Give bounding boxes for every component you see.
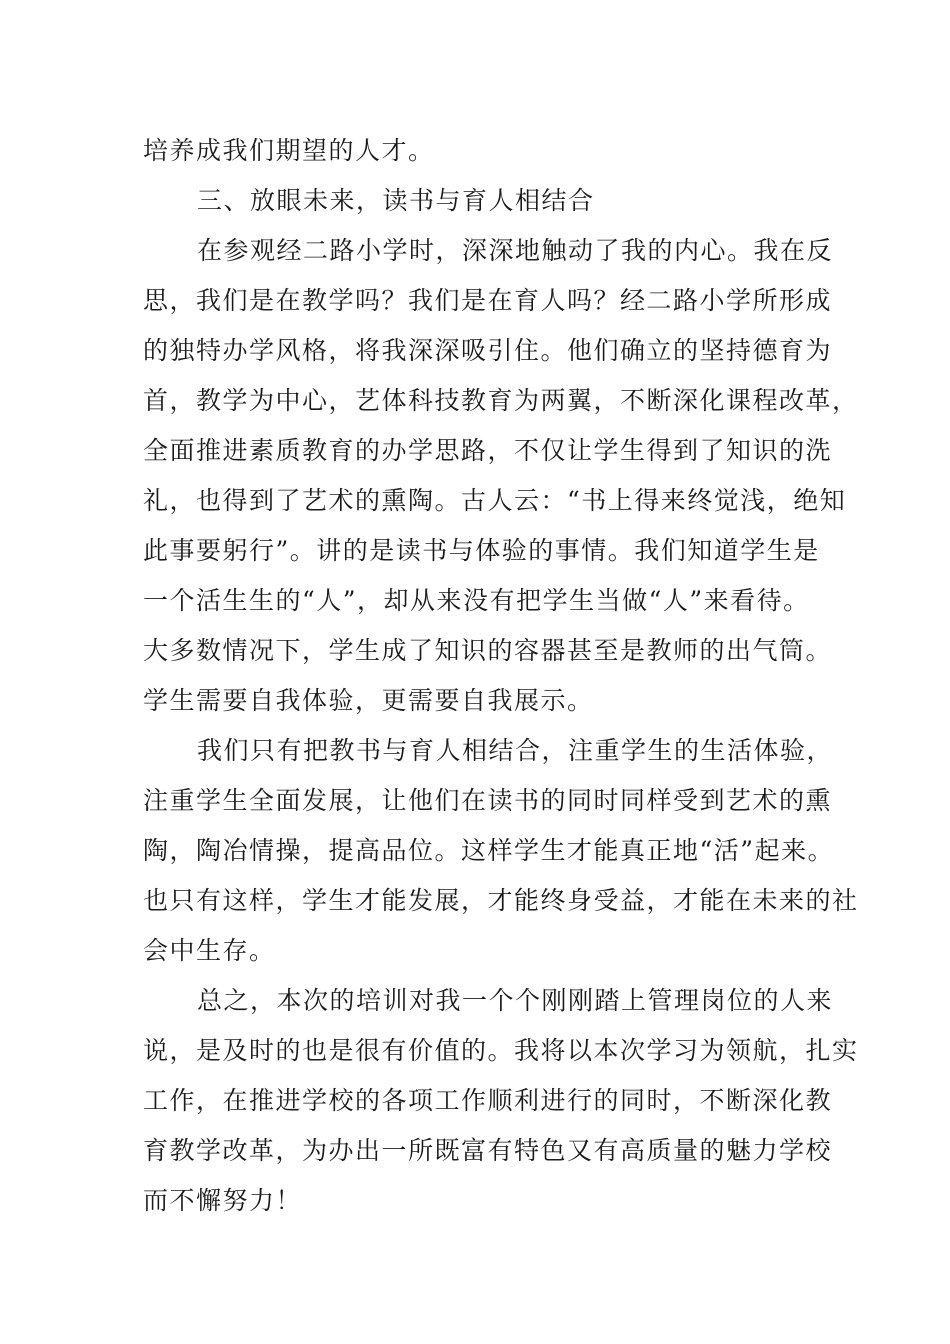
paragraph-line: 注重学生全面发展，让他们在读书的同时同样受到艺术的熏 [143,786,833,815]
section-heading: 三、放眼未来，读书与育人相结合 [197,186,595,215]
paragraph-line: 会中生存。 [143,936,276,965]
paragraph-line: 工作，在推进学校的各项工作顺利进行的同时，不断深化教 [143,1086,833,1115]
paragraph-line: 大多数情况下，学生成了知识的容器甚至是教师的出气筒。 [143,636,833,665]
paragraph-line: 培养成我们期望的人才。 [143,136,435,165]
paragraph-line: 说，是及时的也是很有价值的。我将以本次学习为领航，扎实 [143,1036,859,1065]
paragraph-line: 也只有这样，学生才能发展，才能终身受益，才能在未来的社 [143,886,859,915]
paragraph-line: 首，教学为中心，艺体科技教育为两翼，不断深化课程改革， [143,386,859,415]
paragraph-line: 学生需要自我体验，更需要自我展示。 [143,686,594,715]
paragraph-line: 一个活生生的“人”，却从来没有把学生当做“人”来看待。 [143,586,810,615]
paragraph-line: 而不懈努力！ [143,1186,303,1215]
document-body [143,126,859,1226]
paragraph-line: 陶，陶冶情操，提高品位。这样学生才能真正地“活”起来。 [143,836,835,865]
paragraph-line: 总之，本次的培训对我一个个刚刚踏上管理岗位的人来 [197,986,834,1015]
paragraph-line: 全面推进素质教育的办学思路，不仅让学生得到了知识的洗 [143,436,833,465]
paragraph-line: 礼，也得到了艺术的熏陶。古人云：“书上得来终觉浅，绝知 [143,486,847,515]
paragraph-line: 我们只有把教书与育人相结合，注重学生的生活体验， [197,736,834,765]
paragraph-line: 育教学改革，为办出一所既富有特色又有高质量的魅力学校 [143,1136,833,1165]
paragraph-line: 的独特办学风格，将我深深吸引住。他们确立的坚持德育为 [143,336,833,365]
paragraph-line: 此事要躬行”。讲的是读书与体验的事情。我们知道学生是 [143,536,820,565]
paragraph-line: 在参观经二路小学时，深深地触动了我的内心。我在反 [197,236,834,265]
paragraph-line: 思，我们是在教学吗？我们是在育人吗？经二路小学所形成 [143,286,833,315]
